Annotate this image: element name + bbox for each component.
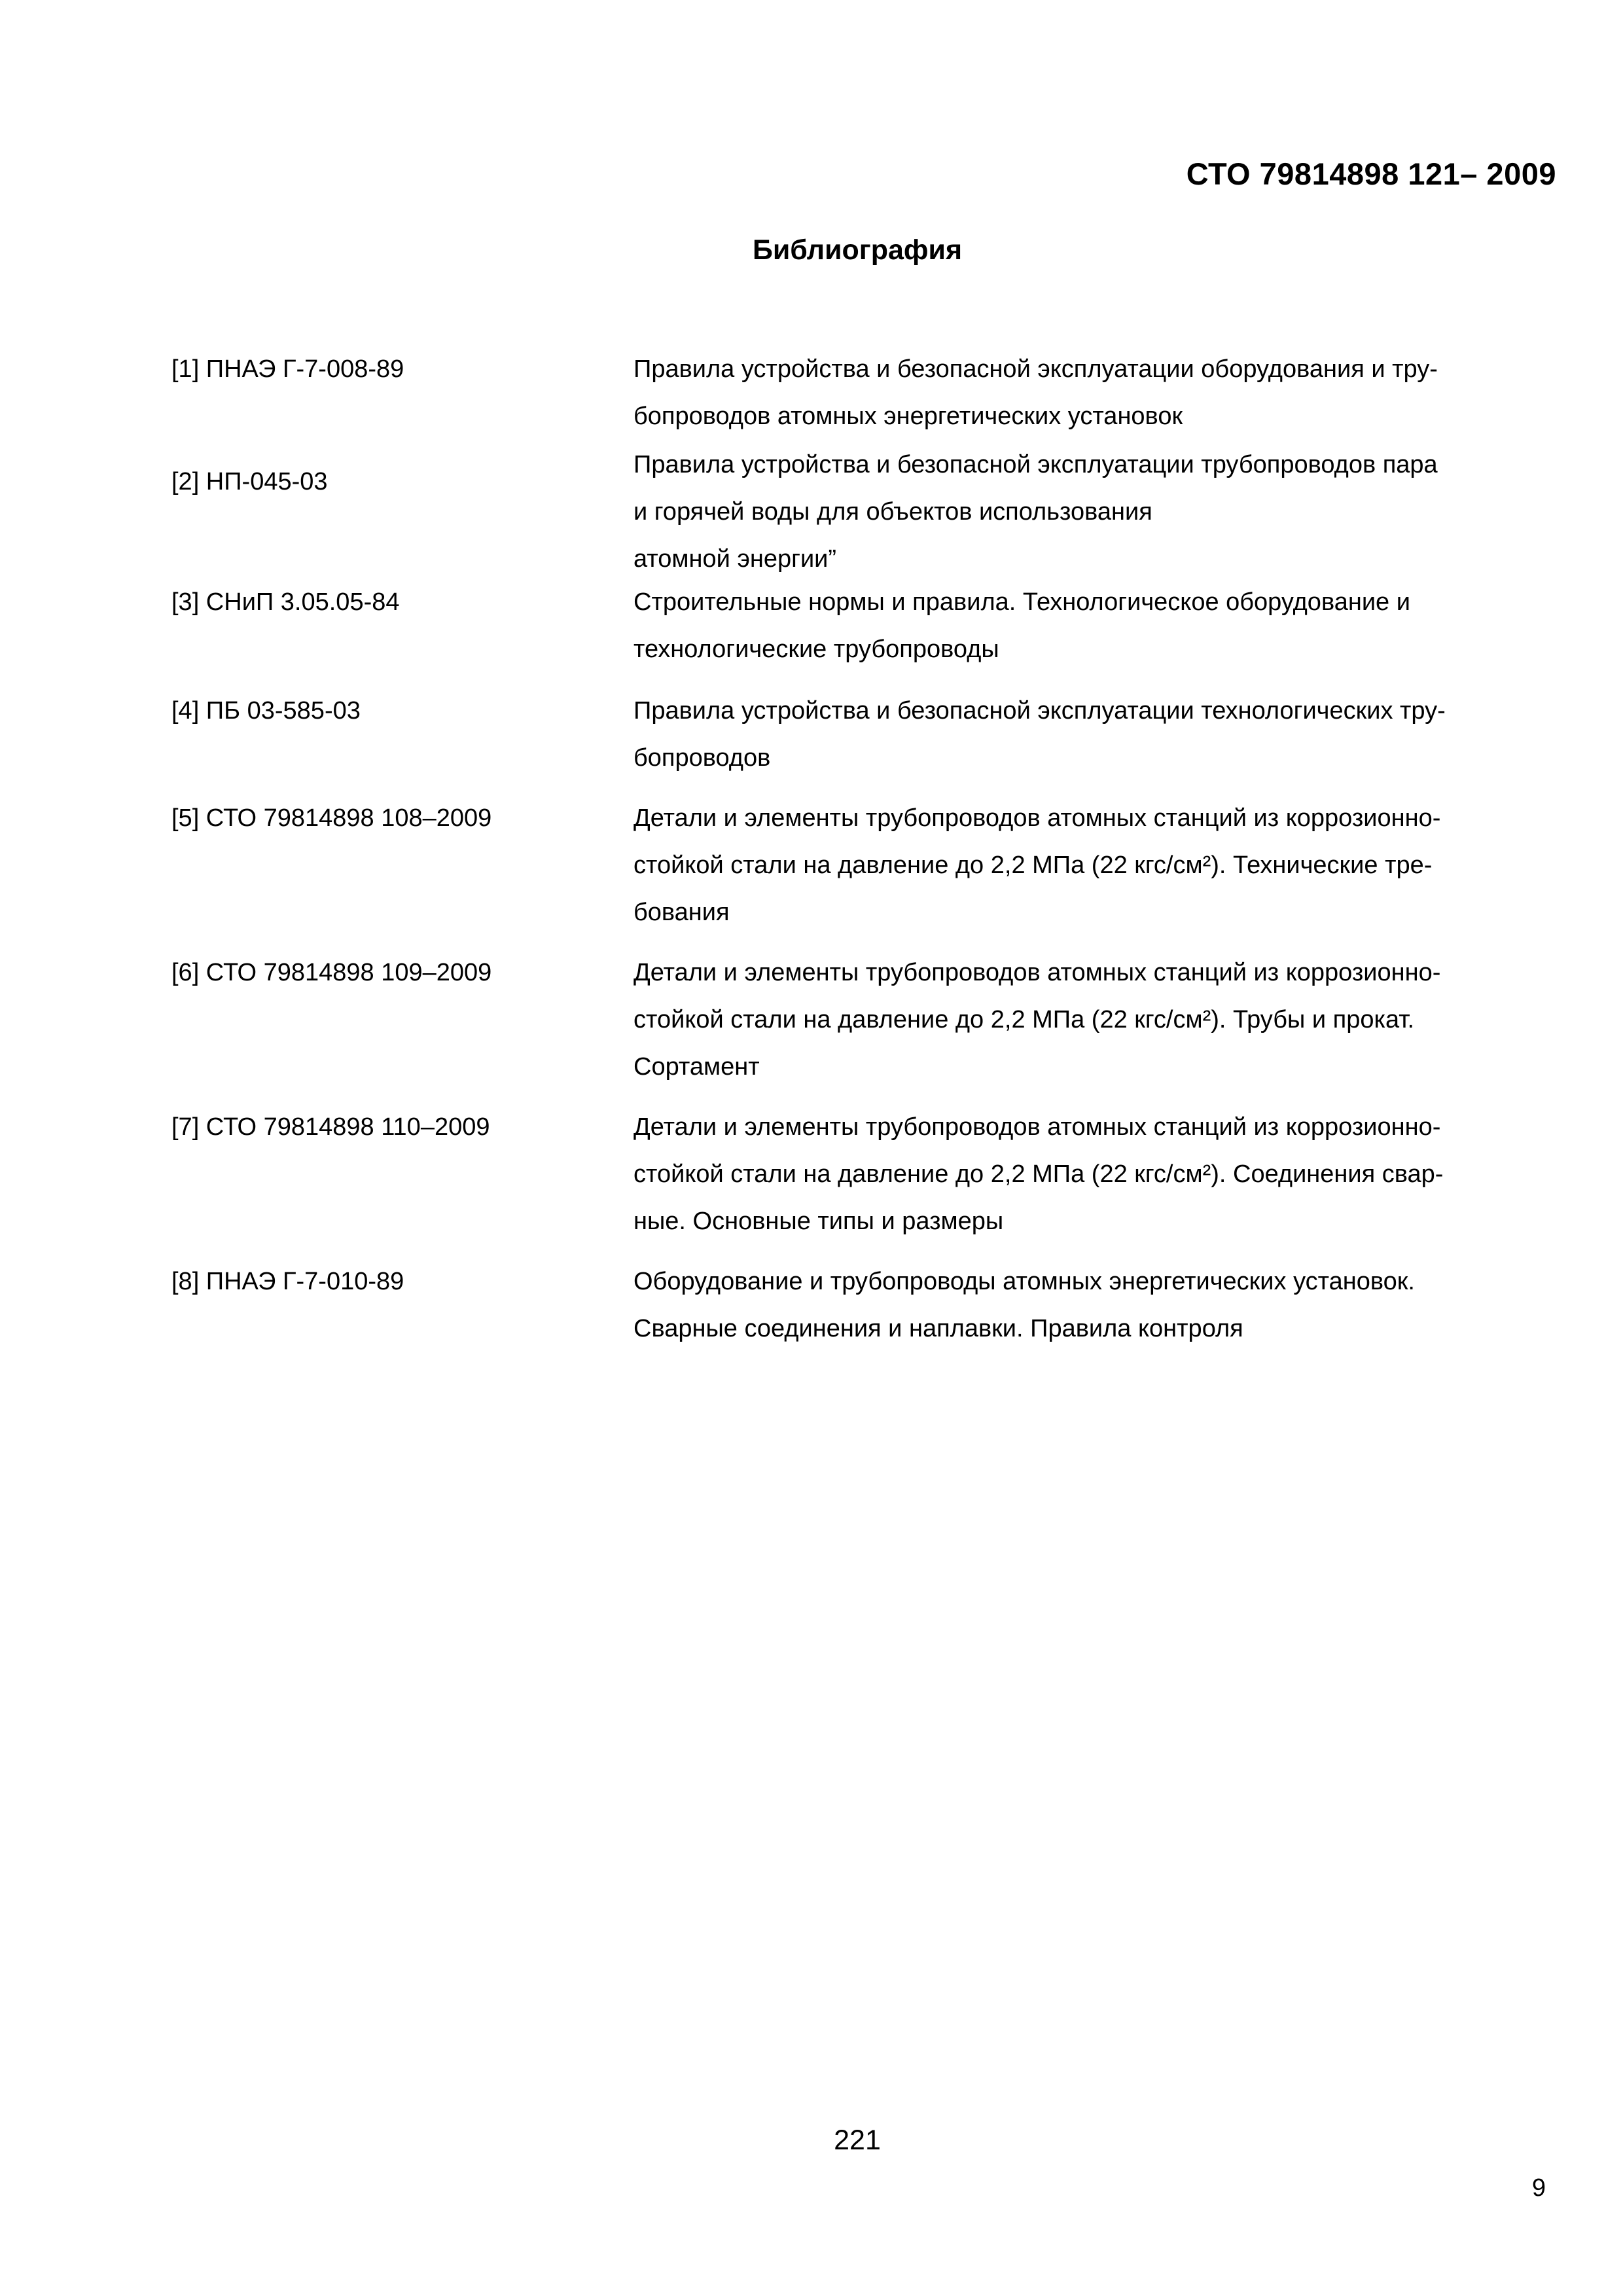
bibliography-entry	[171, 687, 1546, 795]
reference-code: [2] НП-045-03	[171, 468, 328, 495]
reference-title: Детали и элементы трубопроводов атомных станций из коррозионно- стойкой стали на давление до 2,2 МПа (22 кгс/см²). Соединения свар- ные. Основные типы и размеры	[633, 1113, 1444, 1235]
reference-code: [5] СТО 79814898 108–2009	[171, 804, 492, 832]
bibliography-entry	[171, 795, 1546, 949]
reference-code: [3] СНиП 3.05.05-84	[171, 588, 400, 616]
bibliography-entry	[171, 346, 1546, 441]
reference-code: [1] ПНАЭ Г-7-008-89	[171, 355, 404, 383]
bibliography-entry	[171, 1258, 1546, 1354]
sheet-number: 9	[1531, 2174, 1546, 2202]
reference-code: [6] СТО 79814898 109–2009	[171, 959, 492, 986]
bibliography-entry	[171, 579, 1546, 687]
bibliography-entry	[171, 441, 1546, 579]
reference-title: Детали и элементы трубопроводов атомных станций из коррозионно- стойкой стали на давление до 2,2 МПа (22 кгс/см²). Трубы и прокат. Сортамент	[633, 959, 1441, 1081]
reference-title: Детали и элементы трубопроводов атомных станций из коррозионно- стойкой стали на давление до 2,2 МПа (22 кгс/см²). Технические тре- бования	[633, 804, 1441, 926]
reference-code: [4] ПБ 03-585-03	[171, 697, 361, 725]
reference-code: [7] СТО 79814898 110–2009	[171, 1113, 490, 1141]
reference-title: Строительные нормы и правила. Технологическое оборудование и технологические трубопроводы	[633, 588, 1410, 663]
reference-title: Правила устройства и безопасной эксплуатации трубопроводов пара и горячей воды для объектов использования атомной энергии”	[633, 451, 1438, 573]
reference-title: Правила устройства и безопасной эксплуатации технологических тру- бопроводов	[633, 697, 1446, 772]
bibliography-entry	[171, 949, 1546, 1103]
reference-code: [8] ПНАЭ Г-7-010-89	[171, 1268, 404, 1295]
page-number: 221	[834, 2125, 881, 2156]
bibliography-entry	[171, 1103, 1546, 1258]
document-code: СТО 79814898 121– 2009	[1186, 156, 1556, 191]
page-title: Библиография	[752, 234, 963, 266]
reference-title: Оборудование и трубопроводы атомных энергетических установок. Сварные соединения и наплавки. Правила контроля	[633, 1268, 1415, 1342]
reference-title: Правила устройства и безопасной эксплуатации оборудования и тру- бопроводов атомных энергетических установок	[633, 355, 1438, 430]
bibliography-list	[171, 346, 1546, 1354]
